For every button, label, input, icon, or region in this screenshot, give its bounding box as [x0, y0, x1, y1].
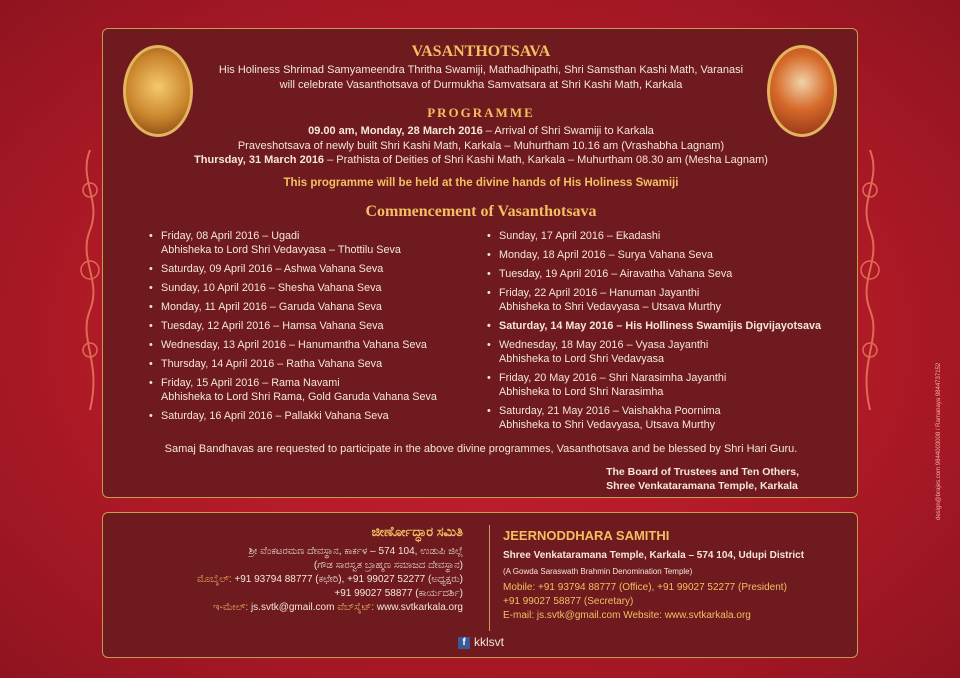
schedule-item: • Friday, 20 May 2016 – Shri Narasimha Jayanthi Abhisheka to Lord Shri Narasimha	[487, 371, 827, 399]
contact-kannada-denomination: (ಗೌಡ ಸಾರಸ್ವತ ಬ್ರಾಹ್ಮಣ ಸಮಾಜದ ದೇವಸ್ಥಾನ)	[313, 560, 463, 571]
facebook-handle: kklsvt	[474, 635, 504, 649]
intro-line-1: His Holiness Shrimad Samyameendra Thritha Swamiji, Mathadhipathi, Shri Samsthan Kashi Math, Varanasi	[218, 64, 744, 76]
schedule-item: • Monday, 11 April 2016 – Garuda Vahana Seva	[149, 300, 489, 314]
programme-line-3-date: Thursday, 31 March 2016	[194, 154, 325, 166]
contact-english-mobile: Mobile: +91 93794 88777 (Office), +91 99027 52277 (President)	[503, 582, 787, 593]
contact-kannada-mobile-2: +91 99027 58877 (ಕಾರ್ಯದರ್ಶಿ)	[334, 588, 463, 599]
programme-title: PROGRAMME	[427, 105, 535, 120]
contact-divider	[489, 525, 490, 631]
programme-line-3-text: – Prathista of Deities of Shri Kashi Math, Karkala – Muhurtham 08.30 am (Mesha Lagnam)	[324, 154, 768, 166]
contact-kannada-title: ಜೀರ್ಣೋದ್ಧಾರ ಸಮಿತಿ	[371, 524, 463, 539]
schedule-item: • Tuesday, 19 April 2016 – Airavatha Vahana Seva	[487, 267, 827, 281]
contact-english-denomination: (A Gowda Saraswath Brahmin Denomination Temple)	[503, 567, 693, 576]
schedule-left-column	[149, 229, 489, 428]
contact-kannada	[103, 525, 483, 615]
designer-credit: design@brajes.com 9844003008 / Ramanaya 9844737152	[936, 362, 942, 520]
schedule-item: • Friday, 22 April 2016 – Hanuman Jayanthi Abhisheka to Shri Vedavyasa – Utsava Murthy	[487, 286, 827, 314]
participation-note: Samaj Bandhavas are requested to participate in the above divine programmes, Vasanthotsava and be blessed by Shri Hari Guru.	[164, 443, 798, 455]
programme-line-1-text: – Arrival of Shri Swamiji to Karkala	[482, 125, 654, 137]
schedule-item: • Saturday, 16 April 2016 – Pallakki Vahana Seva	[149, 409, 489, 423]
contact-english-address: Shree Venkataramana Temple, Karkala – 574 104, Udupi District	[503, 550, 805, 561]
schedule-item: • Sunday, 10 April 2016 – Shesha Vahana Seva	[149, 281, 489, 295]
contact-kannada-mobile: ಮೊಬೈಲ್: +91 93794 88777 (ಕಛೇರಿ), +91 99027 52277 (ಅಧ್ಯಕ್ಷರು)	[196, 574, 463, 585]
signature-line-1: The Board of Trustees and Ten Others,	[606, 466, 799, 478]
schedule-item: • Friday, 08 April 2016 – Ugadi Abhisheka to Lord Shri Vedavyasa – Thottilu Seva	[149, 229, 489, 257]
schedule-item: • Sunday, 17 April 2016 – Ekadashi	[487, 229, 827, 243]
main-panel	[102, 28, 858, 498]
contact-english-email: E-mail: js.svtk@gmail.com Website: www.svtkarkala.org	[503, 610, 751, 621]
contact-english-title: JEERNODDHARA SAMITHI	[503, 528, 670, 543]
contact-english	[503, 529, 843, 623]
contact-kannada-address: ಶ್ರೀ ವೆಂಕಟರಮಣ ದೇವಸ್ಥಾನ, ಕಾರ್ಕಳ – 574 104, ಉಡುಪಿ ಜಿಲ್ಲೆ	[248, 546, 463, 557]
schedule-item: • Monday, 18 April 2016 – Surya Vahana Seva	[487, 248, 827, 262]
programme-highlight: This programme will be held at the divine hands of His Holiness Swamiji	[283, 177, 679, 189]
contact-panel	[102, 512, 858, 658]
contact-kannada-email: ಇ-ಮೇಲ್: js.svtk@gmail.com ವೆಬ್‌ಸೈಟ್: www.svtkarkala.org	[213, 602, 463, 613]
schedule-right-column	[487, 229, 827, 437]
schedule-item: • Tuesday, 12 April 2016 – Hamsa Vahana Seva	[149, 319, 489, 333]
contact-english-mobile-2: +91 99027 58877 (Secretary)	[503, 596, 634, 607]
schedule-item-highlight: • Saturday, 14 May 2016 – His Holliness Swamijis Digvijayotsava	[487, 319, 827, 333]
programme-details	[103, 124, 859, 168]
signature	[606, 465, 799, 493]
commencement-title: Commencement of Vasanthotsava	[365, 203, 597, 220]
programme-line-3	[103, 153, 859, 168]
programme-line-1-date: 09.00 am, Monday, 28 March 2016	[308, 125, 483, 137]
schedule-item: • Friday, 15 April 2016 – Rama Navami Abhisheka to Lord Shri Rama, Gold Garuda Vahana Seva	[149, 376, 489, 404]
intro-line-2: will celebrate Vasanthotsava of Durmukha Samvatsara at Shri Kashi Math, Karkala	[279, 79, 683, 91]
intro-text	[103, 63, 859, 93]
schedule-item: • Thursday, 14 April 2016 – Ratha Vahana Seva	[149, 357, 489, 371]
facebook-icon: f	[458, 637, 470, 649]
schedule-item: • Wednesday, 13 April 2016 – Hanumantha Vahana Seva	[149, 338, 489, 352]
schedule-item: • Saturday, 21 May 2016 – Vaishakha Poornima Abhisheka to Shri Vedavyasa, Utsava Murthy	[487, 404, 827, 432]
programme-line-2: Praveshotsava of newly built Shri Kashi Math, Karkala – Muhurtham 10.16 am (Vrashabha Lagnam)	[237, 139, 725, 152]
programme-line-1	[103, 124, 859, 139]
facebook-link[interactable]	[103, 635, 859, 649]
schedule-item: • Wednesday, 18 May 2016 – Vyasa Jayanthi Abhisheka to Lord Shri Vedavyasa	[487, 338, 827, 366]
schedule-item: • Saturday, 09 April 2016 – Ashwa Vahana Seva	[149, 262, 489, 276]
signature-line-2: Shree Venkataramana Temple, Karkala	[606, 480, 798, 492]
page-title: VASANTHOTSAVA	[411, 43, 551, 60]
